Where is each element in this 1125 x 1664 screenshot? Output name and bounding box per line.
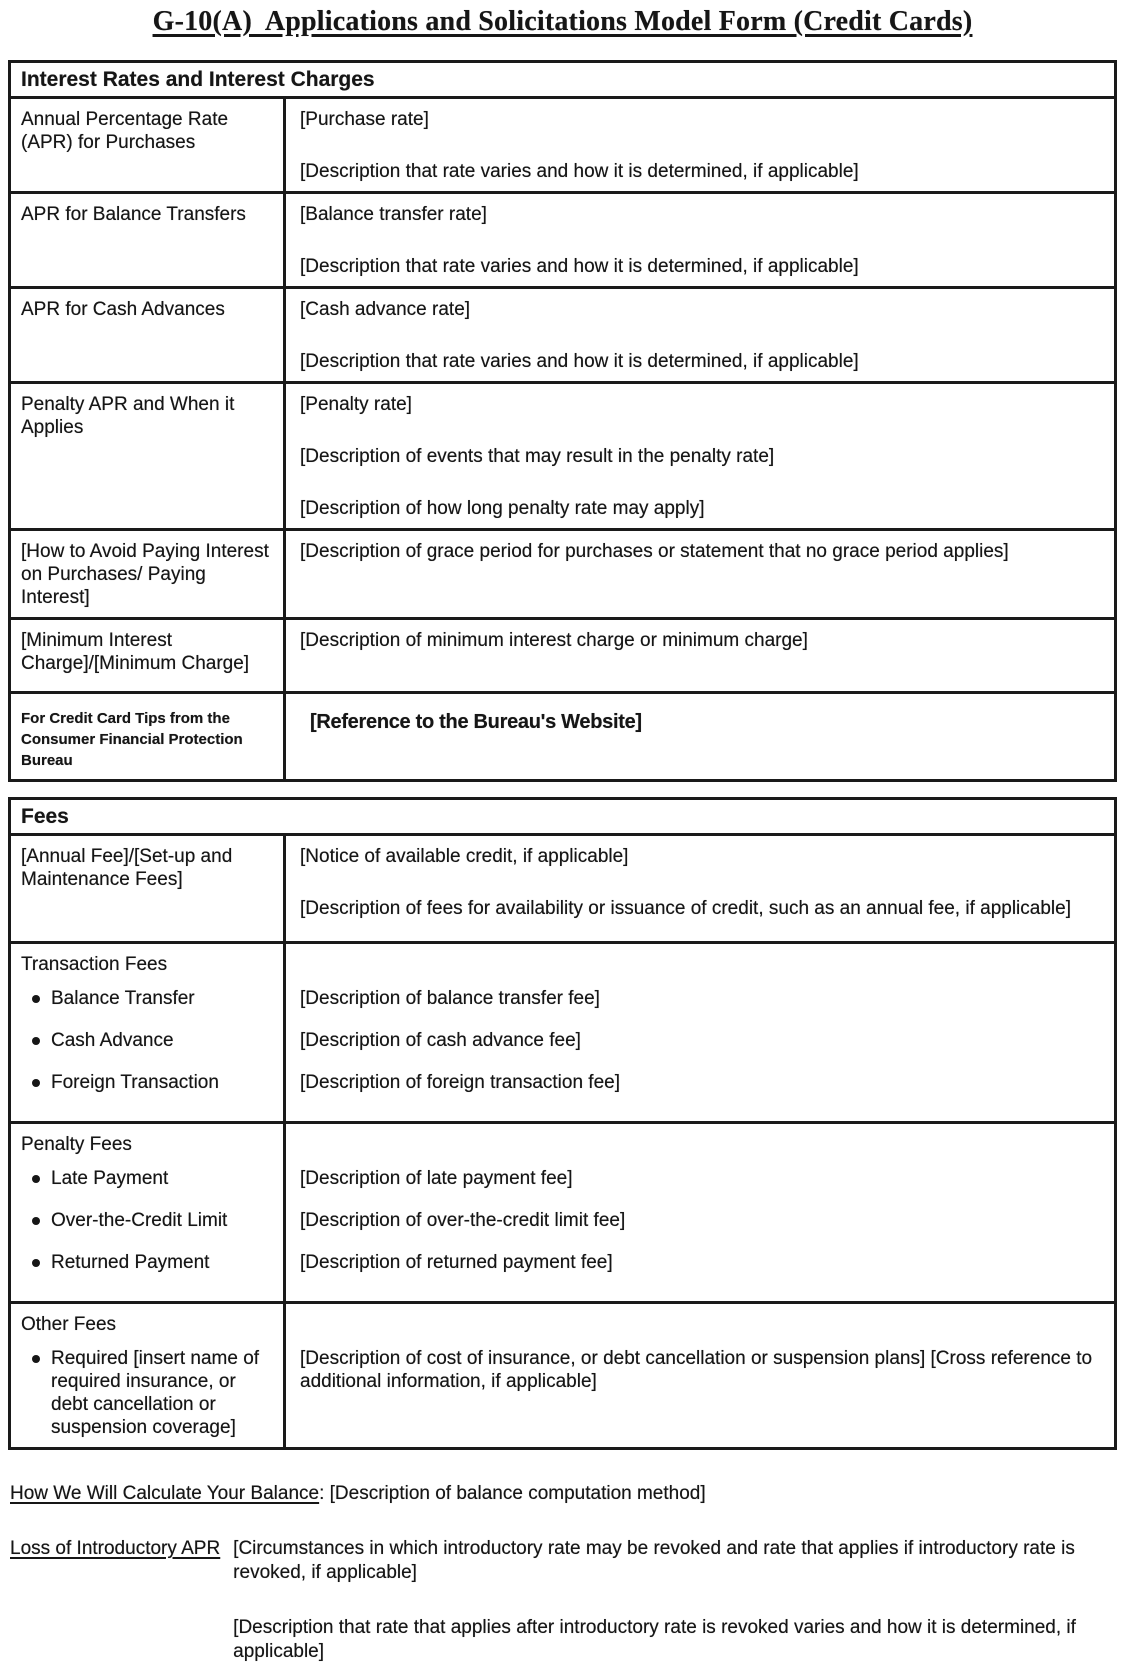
row-content-cell bbox=[286, 531, 1114, 617]
table-row-apr-balance-transfers bbox=[11, 191, 1114, 286]
table-row-other-fees bbox=[11, 1301, 1114, 1447]
fee-description: [Description of late payment fee] bbox=[300, 1168, 573, 1189]
fee-bullet-label: Foreign Transaction bbox=[51, 1072, 219, 1093]
fee-bullet-item bbox=[21, 1071, 275, 1113]
fee-bullet-label: Late Payment bbox=[51, 1168, 169, 1189]
bullet-icon bbox=[32, 1037, 40, 1045]
table-row-apr-purchases bbox=[11, 99, 1114, 191]
row-label-cell bbox=[11, 694, 286, 779]
bullet-icon bbox=[32, 1355, 40, 1363]
row-label: For Credit Card Tips from the Consumer Financial Protection Bureau bbox=[21, 710, 243, 769]
row-label-cell bbox=[11, 944, 286, 1121]
fee-bullet-item bbox=[21, 987, 275, 1029]
fee-bullet-label: Cash Advance bbox=[51, 1030, 174, 1051]
fee-category-heading: Other Fees bbox=[21, 1314, 117, 1335]
fees-table bbox=[8, 797, 1117, 1450]
loss-paragraph: [Description that rate that applies after introductory rate is revoked varies and how it is determined, if applicable] bbox=[233, 1617, 1076, 1662]
fee-bullet-item bbox=[21, 1209, 275, 1251]
fee-bullet-label: Over-the-Credit Limit bbox=[51, 1210, 228, 1231]
row-line: [Description that rate varies and how it is determined, if applicable] bbox=[300, 161, 859, 182]
row-line: [Description of fees for availability or issuance of credit, such as an annual fee, if applicable] bbox=[300, 898, 1071, 919]
fee-description: [Description of cash advance fee] bbox=[300, 1030, 581, 1051]
fee-bullet-label: Balance Transfer bbox=[51, 988, 195, 1009]
spacer bbox=[300, 1313, 1100, 1347]
row-content-cell bbox=[286, 384, 1114, 528]
row-line: [Description of events that may result in the penalty rate] bbox=[300, 446, 775, 467]
footer-notes bbox=[8, 1482, 1117, 1664]
row-label: APR for Cash Advances bbox=[21, 299, 225, 320]
spacer bbox=[300, 953, 1100, 987]
loss-paragraph: [Circumstances in which introductory rate may be revoked and rate that applies if introductory rate is revoked, if applicable] bbox=[233, 1538, 1075, 1583]
table-row-avoid-paying-interest bbox=[11, 528, 1114, 617]
fees-table-header: Fees bbox=[11, 800, 1114, 836]
row-line: [Description of grace period for purchases or statement that no grace period applies] bbox=[300, 541, 1009, 562]
row-label: APR for Balance Transfers bbox=[21, 204, 246, 225]
row-line: [Purchase rate] bbox=[300, 109, 429, 130]
interest-rates-table bbox=[8, 60, 1117, 782]
table-row-penalty-fees bbox=[11, 1121, 1114, 1301]
row-line: [Balance transfer rate] bbox=[300, 204, 487, 225]
row-line: [Notice of available credit, if applicable] bbox=[300, 846, 629, 867]
fee-description: [Description of over-the-credit limit fee] bbox=[300, 1210, 626, 1231]
row-label-cell bbox=[11, 620, 286, 691]
table-row-transaction-fees bbox=[11, 941, 1114, 1121]
bullet-icon bbox=[32, 995, 40, 1003]
row-line: [Cash advance rate] bbox=[300, 299, 471, 320]
fee-bullet-label: Required [insert name of required insurance, or debt cancellation or suspension coverage] bbox=[51, 1348, 260, 1438]
row-line: [Description that rate varies and how it is determined, if applicable] bbox=[300, 256, 859, 277]
page-title: G-10(A) Applications and Solicitations Model Form (Credit Cards) bbox=[152, 6, 973, 37]
row-content-cell bbox=[286, 1304, 1114, 1447]
loss-of-intro-apr-block bbox=[10, 1537, 1115, 1664]
row-content-cell bbox=[286, 944, 1114, 1121]
row-label: [Annual Fee]/[Set-up and Maintenance Fees] bbox=[21, 846, 233, 890]
bullet-icon bbox=[32, 1217, 40, 1225]
row-label-cell bbox=[11, 1304, 286, 1447]
row-label-cell bbox=[11, 194, 286, 286]
fee-bullet-item bbox=[21, 1029, 275, 1071]
bullet-icon bbox=[32, 1079, 40, 1087]
row-line: [Description that rate varies and how it is determined, if applicable] bbox=[300, 351, 859, 372]
fee-bullet-item bbox=[21, 1167, 275, 1209]
fee-bullet-item bbox=[21, 1251, 275, 1293]
row-label-cell bbox=[11, 99, 286, 191]
row-label-cell bbox=[11, 289, 286, 381]
loss-texts bbox=[233, 1537, 1115, 1664]
interest-table-header: Interest Rates and Interest Charges bbox=[11, 63, 1114, 99]
row-label: [Minimum Interest Charge]/[Minimum Charge] bbox=[21, 630, 250, 674]
row-label-cell bbox=[11, 1124, 286, 1301]
balance-separator: : bbox=[319, 1483, 325, 1504]
row-content-cell bbox=[286, 194, 1114, 286]
fee-description: [Description of cost of insurance, or debt cancellation or suspension plans] [Cross reference to additional information, if applicable] bbox=[300, 1348, 1093, 1392]
row-content-cell bbox=[286, 620, 1114, 691]
row-line: [Description of how long penalty rate may apply] bbox=[300, 498, 705, 519]
fee-description: [Description of foreign transaction fee] bbox=[300, 1072, 621, 1093]
table-row-annual-fee bbox=[11, 836, 1114, 941]
bullet-icon bbox=[32, 1175, 40, 1183]
fee-description: [Description of balance transfer fee] bbox=[300, 988, 600, 1009]
row-line: [Reference to the Bureau's Website] bbox=[310, 711, 642, 733]
spacer bbox=[300, 1133, 1100, 1167]
row-label-cell bbox=[11, 836, 286, 941]
row-label: Penalty APR and When it Applies bbox=[21, 394, 235, 438]
row-line: [Penalty rate] bbox=[300, 394, 412, 415]
table-row-minimum-interest-charge bbox=[11, 617, 1114, 691]
row-content-cell bbox=[286, 1124, 1114, 1301]
row-content-cell bbox=[286, 694, 1114, 779]
bullet-icon bbox=[32, 1259, 40, 1267]
fee-description: [Description of returned payment fee] bbox=[300, 1252, 613, 1273]
balance-computation-line bbox=[10, 1482, 1115, 1506]
fee-bullet-item bbox=[21, 1347, 275, 1439]
table-gap bbox=[8, 782, 1117, 797]
table-row-cfpb-tips bbox=[11, 691, 1114, 779]
table-row-penalty-apr bbox=[11, 381, 1114, 528]
row-label-cell bbox=[11, 384, 286, 528]
row-line: [Description of minimum interest charge or minimum charge] bbox=[300, 630, 808, 651]
row-label: [How to Avoid Paying Interest on Purchases/ Paying Interest] bbox=[21, 541, 269, 608]
row-label: Annual Percentage Rate (APR) for Purchases bbox=[21, 109, 229, 153]
row-content-cell bbox=[286, 99, 1114, 191]
balance-text: [Description of balance computation method] bbox=[329, 1483, 706, 1504]
row-content-cell bbox=[286, 836, 1114, 941]
fee-category-heading: Transaction Fees bbox=[21, 954, 168, 975]
fee-category-heading: Penalty Fees bbox=[21, 1134, 132, 1155]
table-row-apr-cash-advances bbox=[11, 286, 1114, 381]
balance-heading: How We Will Calculate Your Balance bbox=[10, 1483, 320, 1504]
fee-bullet-label: Returned Payment bbox=[51, 1252, 210, 1273]
row-label-cell bbox=[11, 531, 286, 617]
loss-heading: Loss of Introductory APR bbox=[10, 1538, 221, 1559]
row-content-cell bbox=[286, 289, 1114, 381]
